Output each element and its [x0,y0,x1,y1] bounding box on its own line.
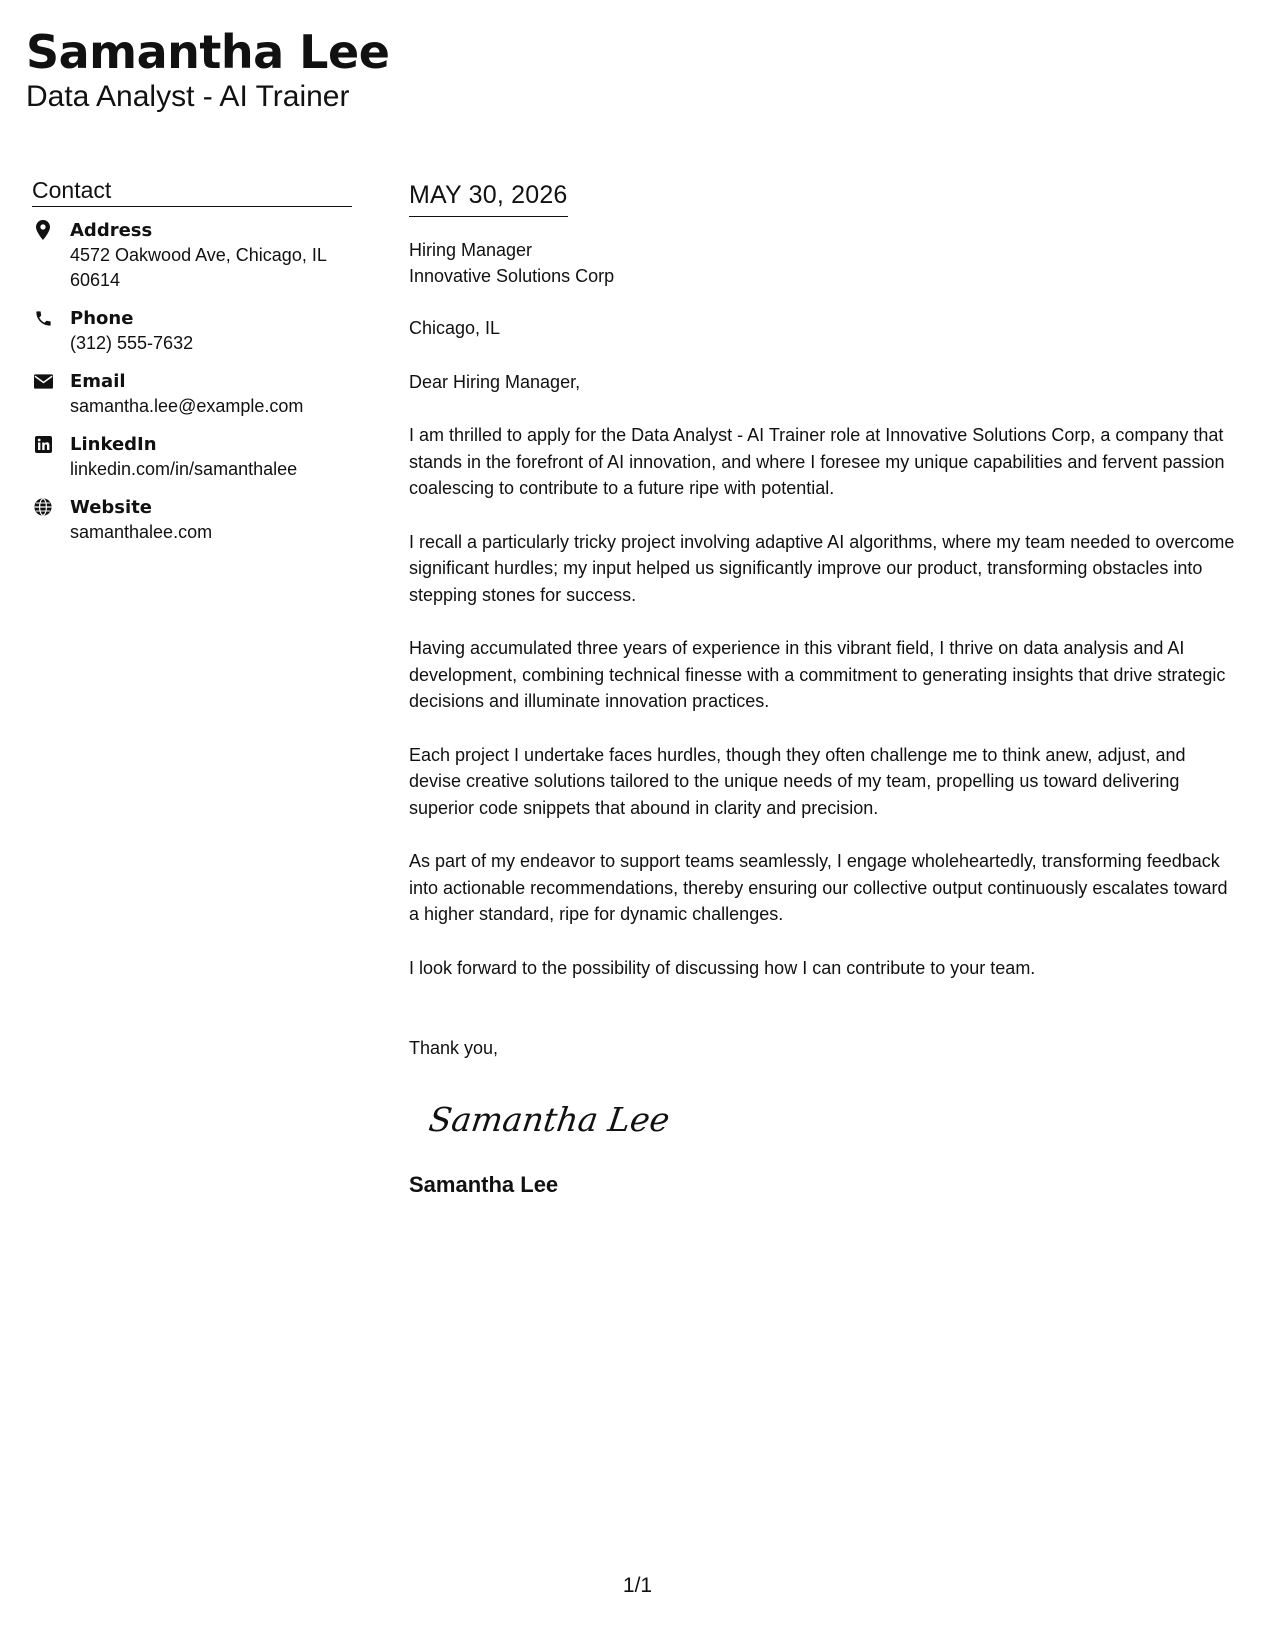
linkedin-value: linkedin.com/in/samanthalee [70,459,298,479]
globe-icon [32,496,54,518]
website-value: samanthalee.com [70,522,213,542]
letter-paragraph: Each project I undertake faces hurdles, though they often challenge me to think anew, adjust, and devise creative solutions tailored to the unique needs of my team, propelling us toward delivering superior code snippets that abound in clarity and precision. [409,744,1186,818]
address-value: 4572 Oakwood Ave, Chicago, IL 60614 [70,245,327,290]
recipient-company: Innovative Solutions Corp [409,266,615,286]
cover-letter-body [409,178,1241,1199]
letter-date: MAY 30, 2026 [409,178,568,217]
address-label: Address [70,220,153,241]
recipient-city: Chicago, IL [409,318,501,338]
recipient-name: Hiring Manager [409,240,533,260]
letter-paragraph: I am thrilled to apply for the Data Analyst - AI Trainer role at Innovative Solutions Corp, a company that stands in the forefront of AI innovation, and where I foresee my unique capabilities and fervent passion coalescing to contribute to a future ripe with potential. [409,425,1225,498]
contact-item-email [32,370,352,419]
letter-paragraph: I look forward to the possibility of discussing how I can contribute to your team. [409,957,1036,978]
handwritten-signature [426,1093,673,1143]
linkedin-icon [32,433,54,455]
phone-icon [32,307,54,329]
applicant-title: Data Analyst - AI Trainer [26,80,350,113]
email-label: Email [70,371,126,392]
signature-text: Samantha Lee [426,1100,673,1139]
letter-paragraph: As part of my endeavor to support teams seamlessly, I engage wholeheartedly, transforming feedback into actionable recommendations, thereby ensuring our collective output continuously escalates toward a higher standard, ripe for dynamic challenges. [409,851,1228,924]
contact-item-website [32,496,352,545]
contact-item-address [32,219,352,293]
contact-heading: Contact [32,176,352,207]
contact-item-phone [32,307,352,356]
linkedin-label: LinkedIn [70,434,157,455]
signer-name: Samantha Lee [409,1172,559,1197]
contact-item-linkedin [32,433,352,482]
greeting: Dear Hiring Manager, [409,372,581,392]
recipient-block [409,237,1241,289]
map-pin-icon [32,219,54,241]
letter-paragraph: I recall a particularly tricky project involving adaptive AI algorithms, where my team needed to overcome significant hurdles; my input helped us significantly improve our product, transforming obstacles into stepping stones for success. [409,531,1235,605]
phone-label: Phone [70,308,134,329]
applicant-name: Samantha Lee [26,25,390,79]
phone-value: (312) 555-7632 [70,333,194,353]
page-number: 1/1 [622,1574,653,1597]
resume-header [26,24,389,114]
website-label: Website [70,497,153,518]
email-value: samantha.lee@example.com [70,396,304,416]
letter-paragraph: Having accumulated three years of experience in this vibrant field, I thrive on data analysis and AI development, combining technical finesse with a commitment to generating insights that drive strategic decisions and illuminate innovation practices. [409,638,1226,711]
closing: Thank you, [409,1038,499,1058]
envelope-icon [32,370,54,392]
contact-sidebar [32,176,352,559]
